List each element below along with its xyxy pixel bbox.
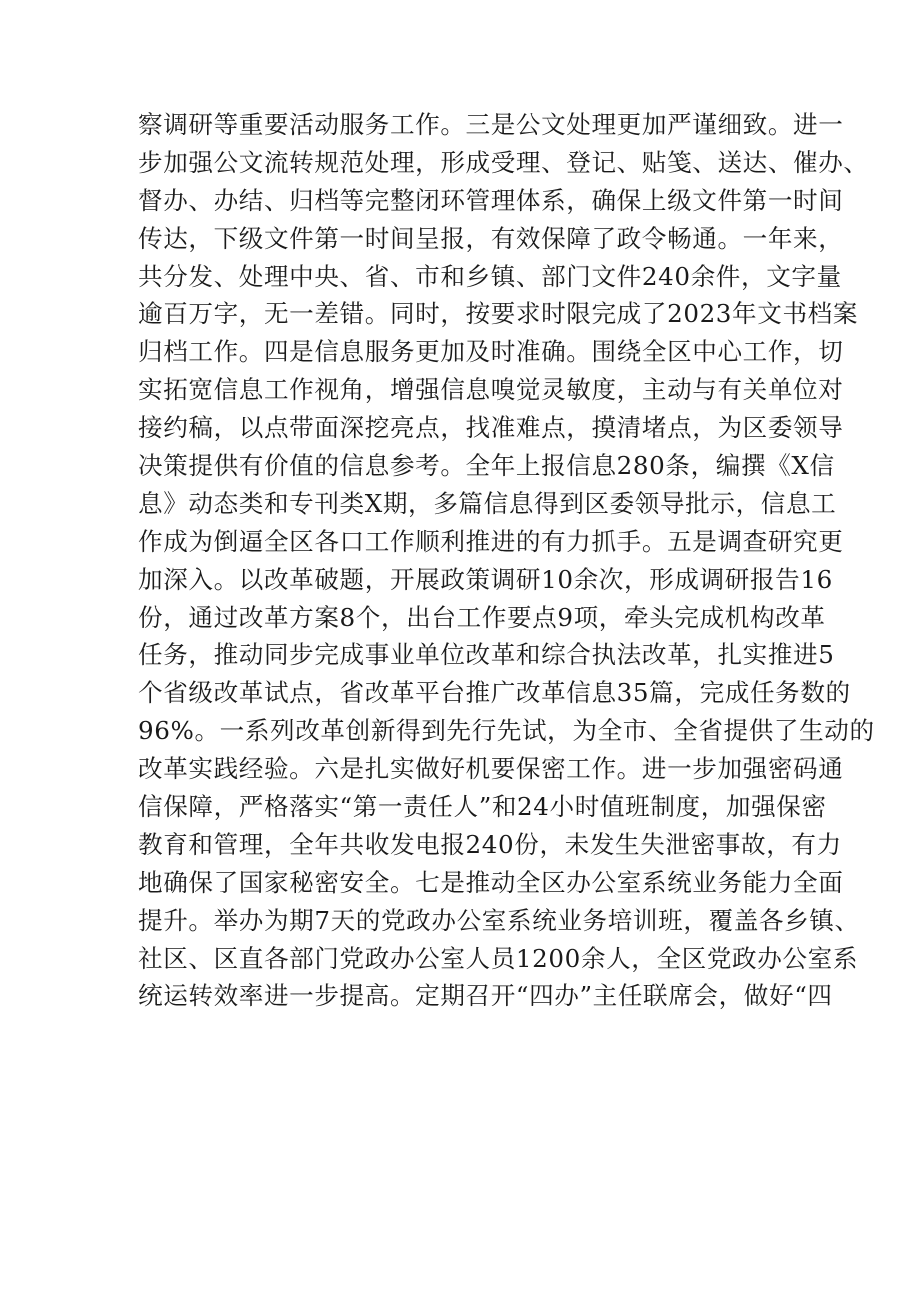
text-line: 步加强公文流转规范处理，形成受理、登记、贴笺、送达、催办、 — [138, 147, 869, 177]
text-line: 归档工作。四是信息服务更加及时准确。围绕全区中心工作，切 — [138, 337, 844, 367]
text-line: 份，通过改革方案8个，出台工作要点9项，牵头完成机构改革 — [138, 602, 826, 632]
text-line: 教育和管理，全年共收发电报240份，未发生失泄密事故，有力 — [138, 829, 842, 859]
text-line: 共分发、处理中央、省、市和乡镇、部门文件240余件，文字量 — [138, 261, 842, 291]
text-line: 改革实践经验。六是扎实做好机要保密工作。进一步加强密码通 — [138, 754, 844, 784]
text-line: 作成为倒逼全区各口工作顺利推进的有力抓手。五是调查研究更 — [138, 526, 844, 556]
text-line: 逾百万字，无一差错。同时，按要求时限完成了2023年文书档案 — [138, 299, 859, 329]
text-line: 96%。一系列改革创新得到先行先试，为全市、全省提供了生动的 — [138, 716, 875, 746]
text-line: 社区、区直各部门党政办公室人员1200余人，全区党政办公室系 — [138, 943, 859, 973]
text-line: 提升。举办为期7天的党政办公室系统业务培训班，覆盖各乡镇、 — [138, 905, 860, 935]
text-line: 统运转效率进一步提高。定期召开“四办”主任联席会，做好“四 — [138, 981, 833, 1011]
text-line: 地确保了国家秘密安全。七是推动全区办公室系统业务能力全面 — [138, 867, 844, 897]
text-line: 传达，下级文件第一时间呈报，有效保障了政令畅通。一年来， — [138, 223, 844, 253]
text-line: 督办、办结、归档等完整闭环管理体系，确保上级文件第一时间 — [138, 185, 844, 215]
body-paragraph — [138, 106, 875, 1015]
text-line: 息》动态类和专刊类X期，多篇信息得到区委领导批示，信息工 — [138, 488, 837, 518]
text-line: 任务，推动同步完成事业单位改革和综合执法改革，扎实推进5 — [138, 640, 835, 670]
text-line: 决策提供有价值的信息参考。全年上报信息280条，编撰《X信 — [138, 451, 835, 481]
text-line: 加深入。以改革破题，开展政策调研10余次，形成调研报告16 — [138, 564, 833, 594]
text-line: 察调研等重要活动服务工作。三是公文处理更加严谨细致。进一 — [138, 110, 844, 139]
text-line: 实拓宽信息工作视角，增强信息嗅觉灵敏度，主动与有关单位对 — [138, 375, 844, 405]
text-line: 信保障，严格落实“第一责任人”和24小时值班制度，加强保密 — [138, 792, 827, 822]
text-line: 个省级改革试点，省改革平台推广改革信息35篇，完成任务数的 — [138, 678, 851, 708]
text-line: 接约稿，以点带面深挖亮点，找准难点，摸清堵点，为区委领导 — [138, 413, 844, 443]
